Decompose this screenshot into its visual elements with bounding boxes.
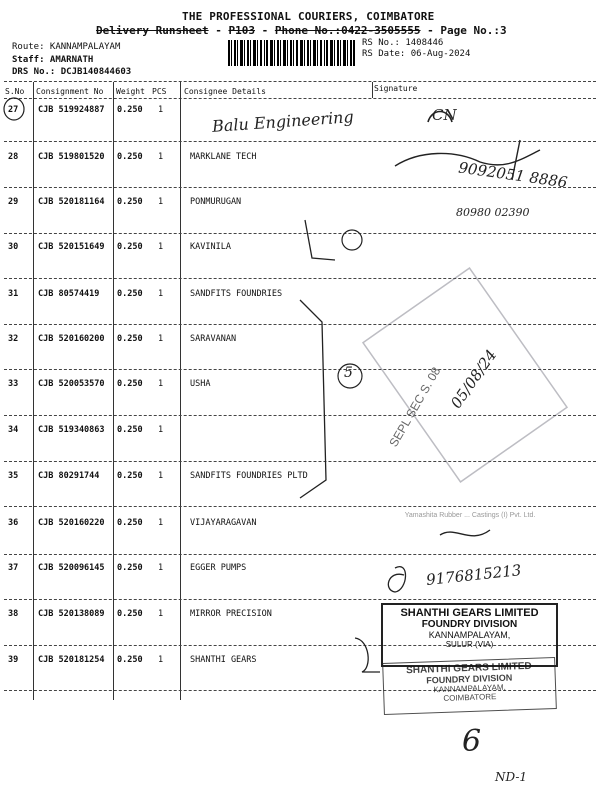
row-sno: 27	[8, 105, 19, 115]
row-sno: 30	[8, 242, 19, 252]
row-details: SHANTHI GEARS	[190, 655, 257, 665]
rs-date: RS Date: 06-Aug-2024	[362, 49, 471, 59]
page-label: Page No.:3	[440, 24, 507, 37]
row-consignment: CJB 520053570	[38, 379, 105, 389]
stamp-line: SHANTHI GEARS LIMITED	[405, 660, 532, 677]
runsheet-title-line: Delivery Runsheet - P103 - Phone No.:0422-3505555 - Page No.:3	[96, 24, 507, 37]
row-pcs: 1	[158, 425, 164, 435]
row-consignment: CJB 520160200	[38, 334, 105, 344]
row-divider	[4, 506, 596, 507]
table-header-rule	[4, 98, 596, 99]
row-sno: 29	[8, 197, 19, 207]
handwritten-number: 5	[344, 365, 353, 381]
stamp-line: KANNAMPALAYAM,	[433, 682, 506, 695]
stamp-line: FOUNDRY DIVISION	[421, 619, 518, 630]
row-consignment: CJB 520096145	[38, 563, 105, 573]
row-details: SARAVANAN	[190, 334, 237, 344]
row-sno: 33	[8, 379, 19, 389]
handwritten-date: 05/08/24	[446, 346, 501, 412]
row-divider	[4, 599, 596, 600]
row-divider	[4, 369, 596, 370]
row-details: MARKLANE TECH	[190, 152, 257, 162]
table-row	[0, 423, 600, 469]
runsheet-label: Delivery Runsheet	[96, 24, 209, 37]
table-row	[0, 516, 600, 562]
row-weight: 0.250	[117, 289, 143, 299]
row-pcs: 1	[158, 471, 164, 481]
row-weight: 0.250	[117, 471, 143, 481]
table-row	[0, 377, 600, 423]
row-divider	[4, 187, 596, 188]
row-weight: 0.250	[117, 152, 143, 162]
table-row	[0, 240, 600, 286]
row-consignment: CJB 520138089	[38, 609, 105, 619]
row-sno: 31	[8, 289, 19, 299]
sepl-stamp: SEPL SEC S. 08	[386, 364, 444, 450]
row-weight: 0.250	[117, 105, 143, 115]
handwritten-page-mark: 6	[462, 724, 482, 759]
barcode	[228, 40, 356, 66]
row-details: VIJAYARAGAVAN	[190, 518, 257, 528]
row-consignment: CJB 520151649	[38, 242, 105, 252]
faded-stamp: Yamashita Rubber ... Castings (I) Pvt. Ltd.	[404, 512, 536, 519]
stamp-line: SULUR (VIA)	[445, 640, 494, 649]
rs-number: RS No.: 1408446	[362, 38, 444, 48]
row-details: SANDFITS FOUNDRIES	[190, 289, 283, 299]
row-consignment: CJB 520160220	[38, 518, 105, 528]
col-header-consignment: Consignment No	[36, 87, 104, 96]
row-pcs: 1	[158, 289, 164, 299]
company-stamp	[382, 657, 557, 715]
row-weight: 0.250	[117, 197, 143, 207]
runsheet-code: P103	[228, 24, 255, 37]
handwritten-consignee: Balu Engineering	[211, 107, 355, 136]
handwritten-nd-mark: ND-1	[495, 770, 528, 784]
row-details: EGGER PUMPS	[190, 563, 247, 573]
stamp-line: COIMBATORE	[443, 692, 497, 703]
table-top-rule	[4, 81, 596, 82]
table-row	[0, 332, 600, 378]
stamp-line: SHANTHI GEARS LIMITED	[400, 607, 539, 619]
row-pcs: 1	[158, 242, 164, 252]
row-consignment: CJB 519801520	[38, 152, 105, 162]
row-consignment: CJB 80574419	[38, 289, 100, 299]
row-sno: 36	[8, 518, 19, 528]
row-consignment: CJB 80291744	[38, 471, 100, 481]
row-sno: 38	[8, 609, 19, 619]
row-details: SANDFITS FOUNDRIES PLTD	[190, 471, 308, 481]
table-row	[0, 469, 600, 515]
handwritten-phone: 9176815213	[425, 561, 523, 589]
handwritten-signature: CN	[432, 106, 457, 124]
row-pcs: 1	[158, 379, 164, 389]
row-pcs: 1	[158, 105, 164, 115]
row-sno: 39	[8, 655, 19, 665]
drs-number: DRS No.: DCJB140844603	[12, 67, 132, 77]
row-weight: 0.250	[117, 334, 143, 344]
row-sno: 34	[8, 425, 19, 435]
row-divider	[4, 461, 596, 462]
row-weight: 0.250	[117, 425, 143, 435]
staff-text: Staff: AMARNATH	[12, 55, 94, 65]
row-weight: 0.250	[117, 379, 143, 389]
handwritten-phone: 80980 02390	[456, 206, 530, 219]
row-weight: 0.250	[117, 609, 143, 619]
stamp-line: FOUNDRY DIVISION	[426, 672, 513, 686]
row-weight: 0.250	[117, 563, 143, 573]
row-sno: 28	[8, 152, 19, 162]
row-weight: 0.250	[117, 242, 143, 252]
route-text: Route: KANNAMPALAYAM	[12, 42, 121, 52]
row-pcs: 1	[158, 609, 164, 619]
stamp-line: KANNAMPALAYAM,	[428, 630, 511, 640]
col-header-weight: Weight	[116, 87, 145, 96]
row-details: KAVINILA	[190, 242, 231, 252]
col-header-details: Consignee Details	[184, 87, 266, 96]
row-details: USHA	[190, 379, 211, 389]
row-divider	[4, 278, 596, 279]
row-consignment: CJB 520181164	[38, 197, 105, 207]
row-pcs: 1	[158, 563, 164, 573]
col-header-signature: Signature	[374, 84, 418, 93]
row-pcs: 1	[158, 334, 164, 344]
row-weight: 0.250	[117, 655, 143, 665]
row-details: PONMURUGAN	[190, 197, 242, 207]
row-pcs: 1	[158, 197, 164, 207]
col-divider	[372, 82, 373, 98]
row-divider	[4, 233, 596, 234]
row-sno: 35	[8, 471, 19, 481]
company-title: THE PROFESSIONAL COURIERS, COIMBATORE	[182, 10, 435, 23]
row-divider	[4, 415, 596, 416]
row-divider	[4, 554, 596, 555]
row-weight: 0.250	[117, 518, 143, 528]
row-consignment: CJB 519340863	[38, 425, 105, 435]
row-details: MIRROR PRECISION	[190, 609, 272, 619]
row-pcs: 1	[158, 152, 164, 162]
col-header-pcs: PCS	[152, 87, 167, 96]
handwritten-phone: 9092051 8886	[457, 158, 569, 192]
row-divider	[4, 141, 596, 142]
row-consignment: CJB 520181254	[38, 655, 105, 665]
phone-label: Phone No.:0422-3505555	[274, 24, 421, 37]
row-consignment: CJB 519924887	[38, 105, 105, 115]
col-header-sno: S.No	[5, 87, 25, 96]
row-pcs: 1	[158, 655, 164, 665]
row-pcs: 1	[158, 518, 164, 528]
row-divider	[4, 324, 596, 325]
row-sno: 37	[8, 563, 19, 573]
table-row	[0, 287, 600, 333]
row-sno: 32	[8, 334, 19, 344]
